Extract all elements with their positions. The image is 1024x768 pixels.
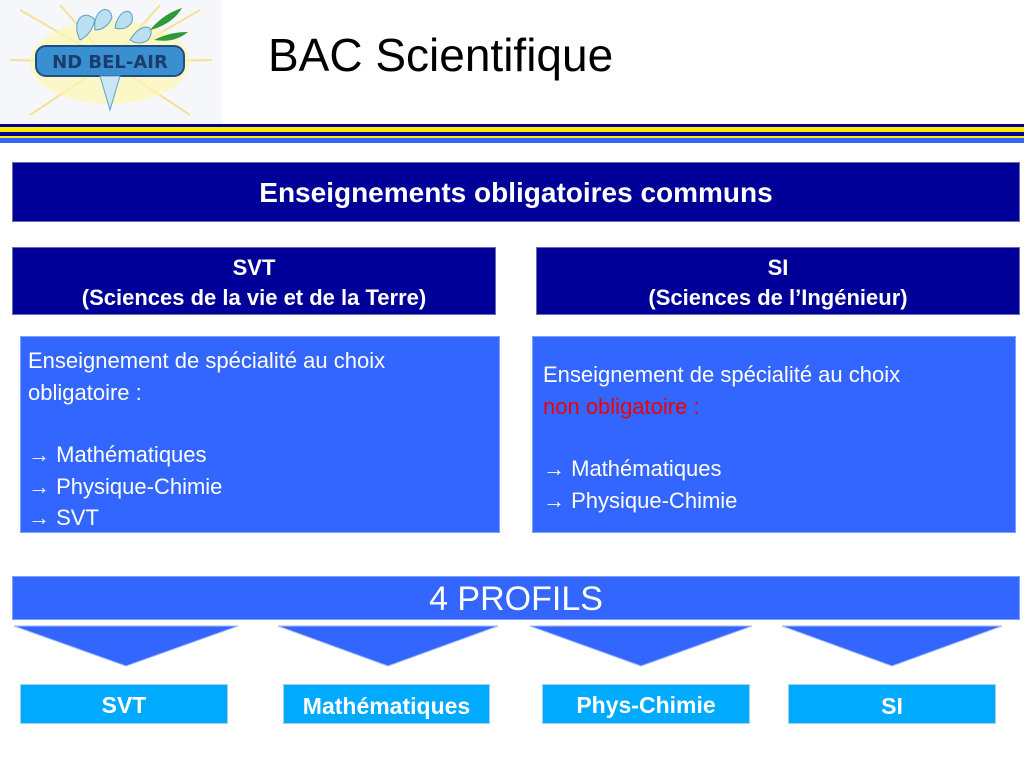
si-heading-subtitle: (Sciences de l’Ingénieur) xyxy=(648,285,908,310)
rule-line-5 xyxy=(0,138,1024,143)
profiles-banner: 4 PROFILS xyxy=(12,576,1020,620)
page-title: BAC Scientifique xyxy=(268,29,614,81)
svt-specialty-option: → SVT xyxy=(28,505,99,530)
svt-heading-box xyxy=(12,247,496,315)
svt-specialty-line1: Enseignement de spécialité au choix xyxy=(28,348,386,373)
si-specialty-line1: Enseignement de spécialité au choix xyxy=(543,362,901,387)
svt-specialty-option: → Physique-Chimie xyxy=(28,473,223,499)
svt-specialty-box xyxy=(20,336,500,533)
down-arrow-icon xyxy=(530,626,752,666)
si-heading-title: SI xyxy=(767,255,789,280)
down-arrows xyxy=(0,624,1024,668)
common-subjects-banner: Enseignements obligatoires communs xyxy=(12,162,1020,222)
si-specialty-option: → Mathématiques xyxy=(543,456,722,481)
svt-heading-title: SVT xyxy=(232,255,276,280)
logo-text: ND BEL-AIR xyxy=(52,52,168,73)
si-heading-box xyxy=(536,247,1020,315)
si-specialty-option: → Physique-Chimie xyxy=(543,487,738,513)
profile-card-svt: SVT xyxy=(18,682,230,726)
svt-specialty-line2: obligatoire : xyxy=(28,379,142,405)
profile-card-phys-chimie: Phys-Chimie xyxy=(540,682,752,726)
profile-card-si: SI xyxy=(786,682,998,726)
down-arrow-icon xyxy=(278,626,498,666)
down-arrow-icon xyxy=(782,626,1002,666)
logo xyxy=(0,0,222,124)
down-arrow-icon xyxy=(14,626,238,666)
svt-specialty-option: → Mathématiques xyxy=(28,442,207,467)
profile-card-maths: Mathématiques xyxy=(281,682,492,726)
si-specialty-line2: non obligatoire : xyxy=(543,393,700,419)
si-specialty-box xyxy=(532,336,1016,533)
svt-heading-subtitle: (Sciences de la vie et de la Terre) xyxy=(81,285,427,310)
